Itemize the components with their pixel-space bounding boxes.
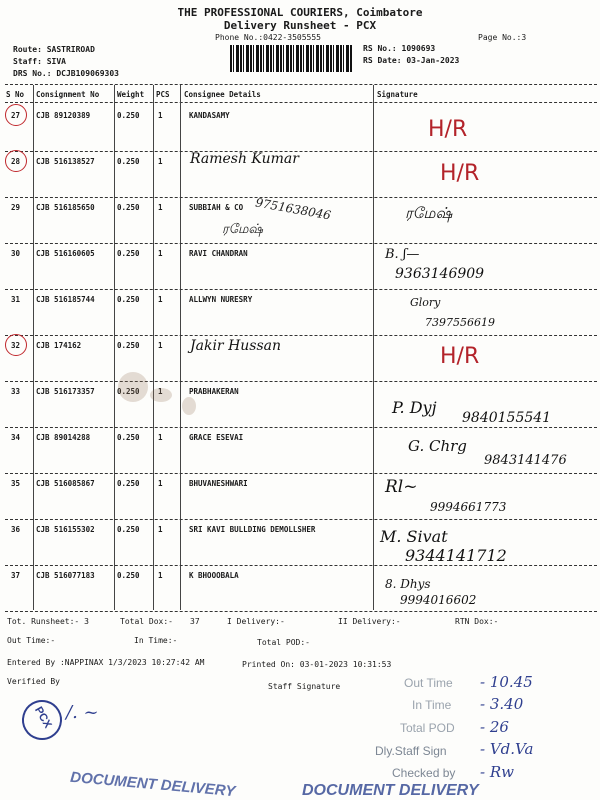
- row-37-scribble: 8. Dhys: [385, 577, 431, 591]
- row-35-pcs: 1: [158, 479, 163, 488]
- row-34-consignee: GRACE ESEVAI: [189, 433, 244, 442]
- row-32-sno: 32: [11, 341, 21, 350]
- circle-mark: [5, 104, 27, 126]
- row-29-handwritten-tamil: ரமேஷ்: [222, 222, 263, 237]
- row-29-sno: 29: [11, 203, 21, 212]
- row-31-sno: 31: [11, 295, 21, 304]
- row-29-pcs: 1: [158, 203, 163, 212]
- col-signature: Signature: [377, 90, 418, 99]
- row-29-signature: ரமேஷ்: [405, 204, 453, 222]
- row-28-pcs: 1: [158, 157, 163, 166]
- row-30-weight: 0.250: [117, 249, 140, 258]
- stain: [118, 372, 148, 402]
- row-31-scribble: Glory: [410, 296, 441, 309]
- circle-mark: [5, 150, 27, 172]
- row-35-sno: 35: [11, 479, 21, 488]
- row-27-consignee: KANDASAMY: [189, 111, 230, 120]
- pcx-stamp: [15, 693, 70, 748]
- stamp-staff-initials: - Vd.Va: [480, 740, 534, 758]
- in-time: In Time:-: [134, 636, 178, 645]
- phone-number: Phone No.:0422-3505555: [215, 33, 321, 42]
- row-30-signature: 9363146909: [395, 266, 485, 282]
- col-weight: Weight: [117, 90, 145, 99]
- row-27-signature: H/R: [428, 117, 468, 142]
- route: Route: SASTRIROAD: [13, 45, 95, 54]
- row-37-weight: 0.250: [117, 571, 140, 580]
- row-33-consignment: CJB 516173357: [36, 387, 95, 396]
- entered-by: Entered By :NAPPINAX 1/3/2023 10:27:42 AM: [7, 658, 205, 667]
- row-29-consignee: SUBBIAH & CO: [189, 203, 244, 212]
- pcx-stamp-text: PCX: [32, 704, 54, 731]
- page-number: Page No.:3: [478, 33, 527, 42]
- drs-number: DRS No.: DCJB109069303: [13, 69, 119, 78]
- stamp-out-time: Out Time: [404, 676, 453, 690]
- row-35-weight: 0.250: [117, 479, 140, 488]
- row-30-consignee: RAVI CHANDRAN: [189, 249, 248, 258]
- row-28-sno: 28: [11, 157, 21, 166]
- circle-mark: [5, 334, 27, 356]
- row-36-scribble: M. Sivat: [380, 527, 448, 546]
- row-32-handwritten-name: Jakir Hussan: [190, 338, 282, 354]
- col-consignment: Consignment No: [36, 90, 100, 99]
- row-37-sno: 37: [11, 571, 21, 580]
- rs-date: RS Date: 03-Jan-2023: [363, 56, 460, 65]
- verifier-initials: /. ~: [66, 702, 99, 723]
- stamp-dly-staff-sign: Dly.Staff Sign: [375, 744, 447, 758]
- barcode: [230, 45, 352, 72]
- row-36-weight: 0.250: [117, 525, 140, 534]
- row-33-signature: 9840155541: [462, 410, 552, 426]
- stamp-out-time-value: - 10.45: [480, 673, 533, 691]
- verified-by: Verified By: [7, 677, 60, 686]
- stain: [182, 397, 196, 415]
- rtn-dox: RTN Dox:-: [455, 617, 499, 626]
- col-sno: S No: [6, 90, 25, 99]
- row-34-sno: 34: [11, 433, 21, 442]
- row-29-consignment: CJB 516185650: [36, 203, 95, 212]
- row-32-weight: 0.250: [117, 341, 140, 350]
- row-27-consignment: CJB 89120389: [36, 111, 91, 120]
- row-36-signature: 9344141712: [405, 546, 507, 565]
- row-34-pcs: 1: [158, 433, 163, 442]
- stamp-total-pod: Total POD: [400, 721, 455, 735]
- row-30-sno: 30: [11, 249, 21, 258]
- row-33-consignee: PRABHAKERAN: [189, 387, 239, 396]
- row-28-weight: 0.250: [117, 157, 140, 166]
- row-30-consignment: CJB 516160605: [36, 249, 95, 258]
- staff: Staff: SIVA: [13, 57, 66, 66]
- row-33-sno: 33: [11, 387, 21, 396]
- row-31-consignment: CJB 516185744: [36, 295, 95, 304]
- printed-on: Printed On: 03-01-2023 10:31:53: [242, 660, 392, 669]
- row-32-signature: H/R: [440, 344, 480, 369]
- row-28-signature: H/R: [440, 161, 480, 186]
- row-29-weight: 0.250: [117, 203, 140, 212]
- ii-delivery: II Delivery:-: [338, 617, 401, 626]
- row-37-consignment: CJB 516077183: [36, 571, 95, 580]
- row-36-consignee: SRI KAVI BULLDING DEMOLLSHER: [189, 525, 316, 534]
- rs-number: RS No.: 1090693: [363, 44, 436, 53]
- row-31-weight: 0.250: [117, 295, 140, 304]
- row-31-consignee: ALLWYN NURESRY: [189, 295, 253, 304]
- row-35-consignment: CJB 516085867: [36, 479, 95, 488]
- row-27-pcs: 1: [158, 111, 163, 120]
- out-time: Out Time:-: [7, 636, 56, 645]
- row-35-consignee: BHUVANESHWARI: [189, 479, 248, 488]
- row-32-pcs: 1: [158, 341, 163, 350]
- row-34-consignment: CJB 89014288: [36, 433, 91, 442]
- row-37-pcs: 1: [158, 571, 163, 580]
- row-28-consignment: CJB 516138527: [36, 157, 95, 166]
- col-pcs: PCS: [156, 90, 170, 99]
- row-30-scribble: B. ʃ—: [385, 247, 420, 262]
- stamp-in-time: In Time: [412, 698, 452, 712]
- row-27-weight: 0.250: [117, 111, 140, 120]
- stain: [150, 388, 172, 402]
- total-dox-value: 37: [190, 617, 200, 626]
- i-delivery: I Delivery:-: [227, 617, 285, 626]
- row-31-pcs: 1: [158, 295, 163, 304]
- total-pod: Total POD:-: [257, 638, 310, 647]
- stamp-checked-by: Checked by: [392, 766, 456, 780]
- row-33-pcs: 1: [158, 387, 163, 396]
- row-34-signature: 9843141476: [484, 453, 567, 468]
- document-delivery-stamp-right: DOCUMENT DELIVERY: [302, 782, 479, 799]
- row-36-consignment: CJB 516155302: [36, 525, 95, 534]
- row-28-handwritten-name: Ramesh Kumar: [190, 151, 299, 167]
- row-32-consignment: CJB 174162: [36, 341, 82, 350]
- col-consignee: Consignee Details: [184, 90, 261, 99]
- stamp-checked-initials: - Rw: [480, 763, 514, 781]
- row-37-consignee: K BHOOOBALA: [189, 571, 239, 580]
- tot-runsheet: Tot. Runsheet:- 3: [7, 617, 89, 626]
- row-36-pcs: 1: [158, 525, 163, 534]
- staff-signature: Staff Signature: [268, 682, 341, 691]
- stamp-total-pod-value: - 26: [480, 718, 509, 736]
- row-35-scribble: Rl~: [385, 477, 418, 497]
- row-27-sno: 27: [11, 111, 21, 120]
- document-title: Delivery Runsheet - PCX: [223, 19, 377, 32]
- row-34-weight: 0.250: [117, 433, 140, 442]
- row-36-sno: 36: [11, 525, 21, 534]
- row-35-signature: 9994661773: [430, 500, 507, 514]
- row-29-handwritten-phone: 9751638046: [254, 195, 332, 223]
- document-delivery-stamp-left: DOCUMENT DELIVERY: [69, 768, 237, 800]
- row-30-pcs: 1: [158, 249, 163, 258]
- total-dox-label: Total Dox:-: [120, 617, 173, 626]
- stamp-in-time-value: - 3.40: [480, 695, 524, 713]
- row-31-signature: 7397556619: [425, 316, 495, 329]
- row-33-scribble: P. Dyj: [392, 398, 437, 417]
- row-34-scribble: G. Chrg: [408, 437, 467, 455]
- company-name: THE PROFESSIONAL COURIERS, Coimbatore: [177, 6, 423, 19]
- row-33-weight: 0.250: [117, 387, 140, 396]
- row-37-signature: 9994016602: [400, 593, 477, 607]
